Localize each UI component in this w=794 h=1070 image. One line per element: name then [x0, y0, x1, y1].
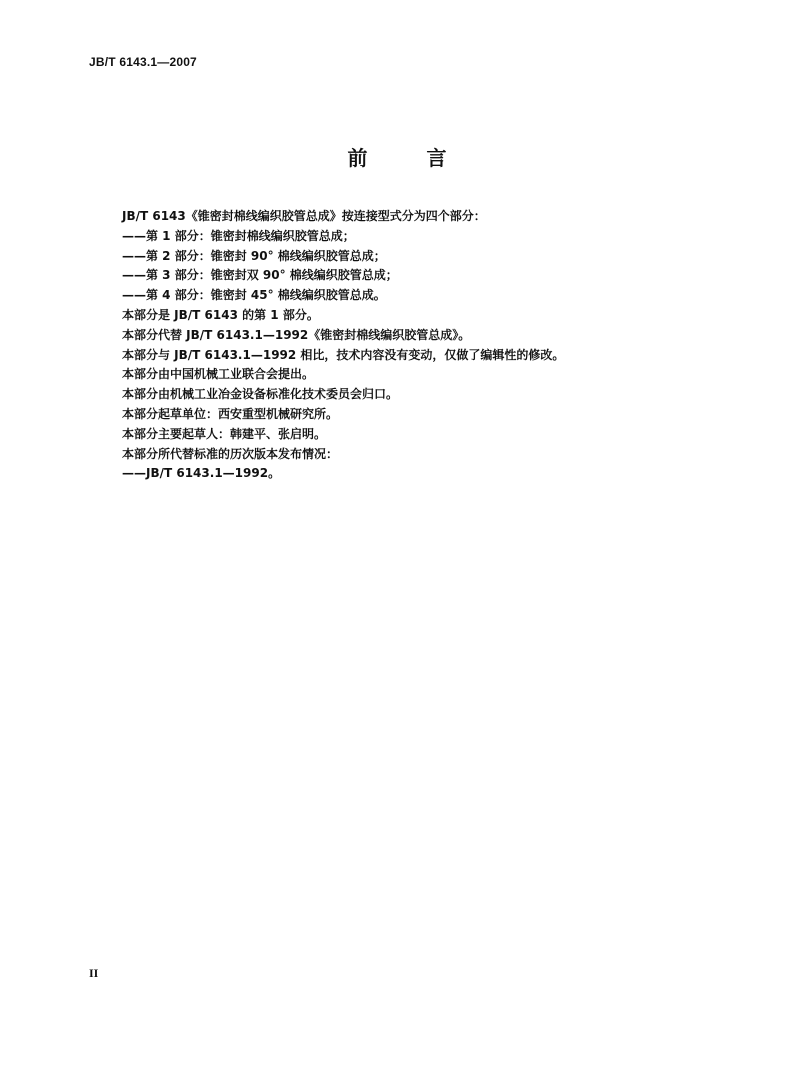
foreword-paragraph: 本部分所代替标准的历次版本发布情况：: [122, 446, 339, 461]
page-number: II: [89, 966, 99, 980]
foreword-paragraph: ——第 3 部分：锥密封双 90° 棉线编织胶管总成；: [122, 268, 398, 283]
foreword-paragraph: 本部分与 JB/T 6143.1—1992 相比，技术内容没有变动，仅做了编辑性的修改。: [122, 347, 565, 362]
foreword-paragraph: 本部分由中国机械工业联合会提出。: [122, 367, 315, 382]
foreword-paragraph: 本部分主要起草人：韩建平、张启明。: [122, 426, 327, 441]
foreword-paragraph: 本部分代替 JB/T 6143.1—1992《锥密封棉线编织胶管总成》。: [122, 327, 471, 342]
foreword-paragraph: 本部分由机械工业冶金设备标准化技术委员会归口。: [122, 387, 399, 402]
foreword-paragraph: 本部分是 JB/T 6143 的第 1 部分。: [122, 307, 319, 322]
standard-number-header: JB/T 6143.1—2007: [89, 55, 197, 69]
foreword-paragraph: ——第 1 部分：锥密封棉线编织胶管总成；: [122, 228, 355, 243]
page-title: 前 言: [347, 146, 473, 170]
foreword-paragraph: ——JB/T 6143.1—1992。: [122, 466, 281, 481]
foreword-body: [122, 207, 722, 484]
foreword-paragraph: ——第 4 部分：锥密封 45° 棉线编织胶管总成。: [122, 288, 386, 303]
foreword-paragraph: JB/T 6143《锥密封棉线编织胶管总成》按连接型式分为四个部分：: [122, 209, 486, 223]
foreword-paragraph: ——第 2 部分：锥密封 90° 棉线编织胶管总成；: [122, 248, 386, 263]
foreword-paragraph: 本部分起草单位：西安重型机械研究所。: [122, 406, 339, 421]
